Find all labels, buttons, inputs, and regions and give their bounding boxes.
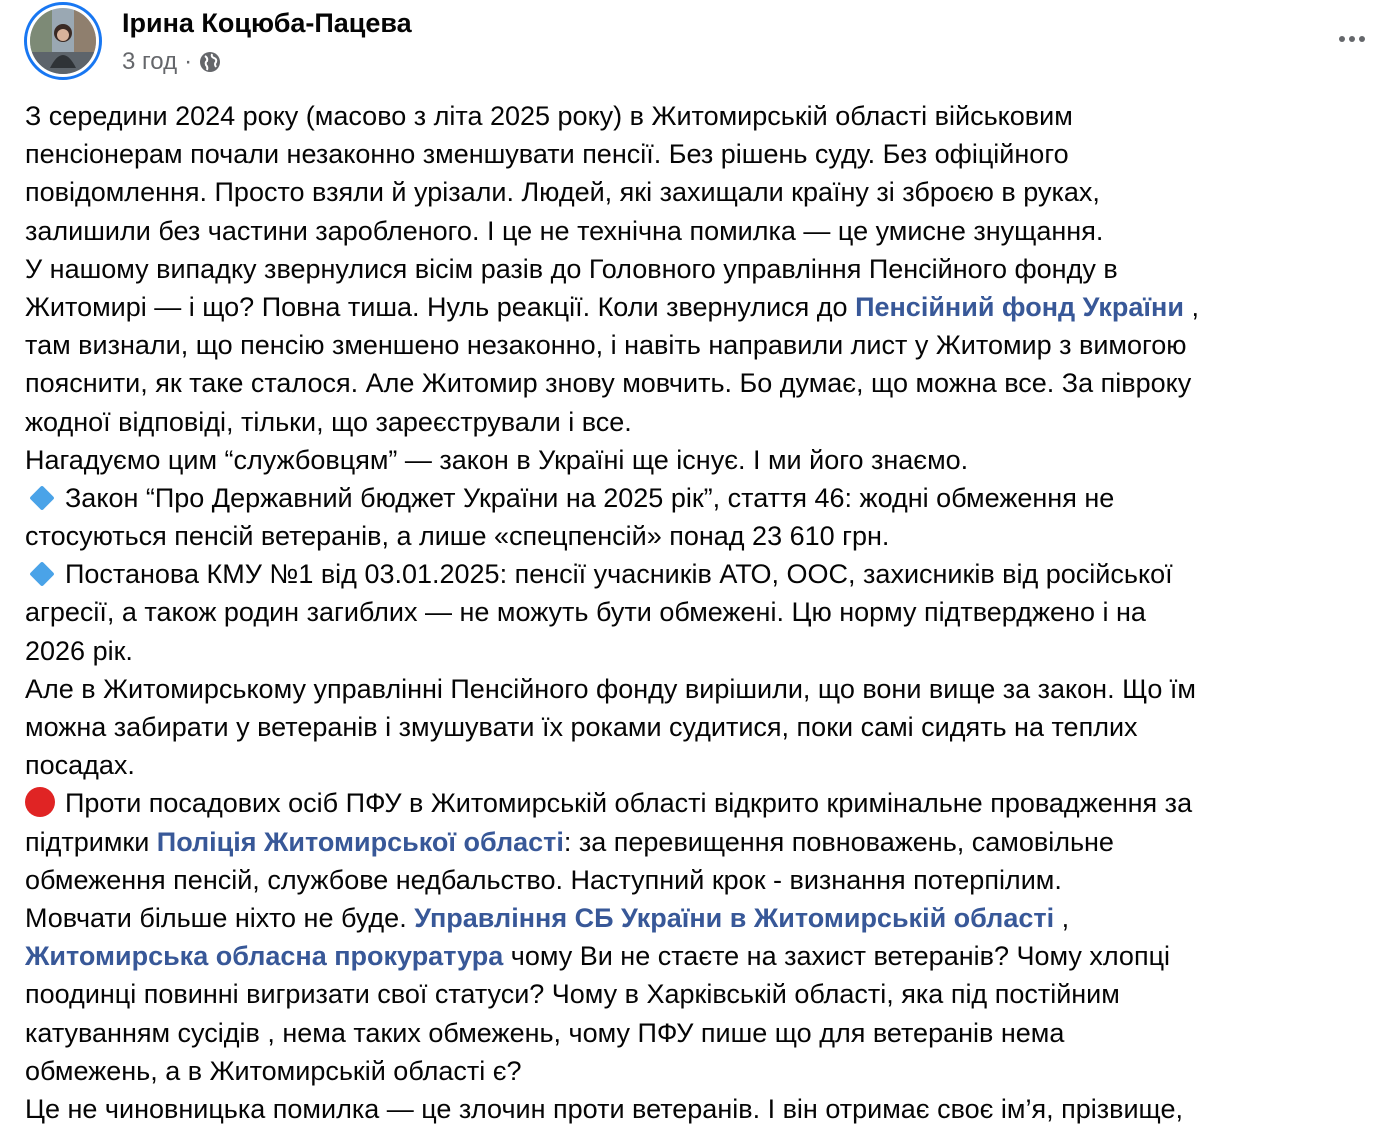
- post-line: можна забирати у ветеранів і змушувати їх роками судитися, поки самі сидять на теплих: [25, 712, 1138, 742]
- more-horizontal-icon: [1349, 36, 1355, 42]
- meta-separator: ·: [184, 48, 193, 75]
- blue-diamond-icon: [29, 485, 54, 510]
- post-line: [25, 555, 1375, 593]
- post-line: Але в Житомирському управлінні Пенсійного фонду вирішили, що вони вище за закон. Що їм: [25, 673, 1196, 704]
- post-text-span: Постанова КМУ №1 від 03.01.2025: пенсії учасників АТО, ООС, захисників від російської: [65, 559, 1173, 590]
- more-horizontal-icon: [1339, 36, 1345, 42]
- post-line: посадах.: [25, 750, 135, 781]
- globe-icon[interactable]: [199, 51, 221, 73]
- post-text-span: : за перевищення повноважень, самовільне: [563, 826, 1114, 857]
- post-line: обмежень, а в Житомирській області є?: [25, 1055, 522, 1086]
- post-timestamp[interactable]: 3 год: [122, 48, 178, 75]
- mention-pension-fund-ukraine[interactable]: Пенсійний фонд України: [855, 291, 1184, 322]
- post-meta: [122, 48, 221, 76]
- post-line: там визнали, що пенсію зменшено незаконно, і навіть направили лист у Житомир з вимогою: [25, 330, 1187, 361]
- red-circle-icon: [25, 787, 55, 817]
- post-text: [25, 97, 1375, 1128]
- author-avatar[interactable]: [24, 2, 102, 80]
- post-text-span: ,: [1183, 291, 1199, 322]
- post-text-span: підтримки: [25, 826, 157, 857]
- post-text-span: Мовчати більше ніхто не буде.: [25, 902, 415, 933]
- post-line: агресії, а також родин загиблих — не можуть бути обмежені. Цю норму підтверджено і на: [25, 597, 1146, 628]
- more-horizontal-icon: [1359, 36, 1365, 42]
- post-line: [25, 288, 1375, 326]
- post-text-span: Закон “Про Державний бюджет України на 2025 рік”, стаття 46: жодні обмеження не: [65, 482, 1115, 513]
- post-line: Це не чиновницька помилка — це злочин проти ветеранів. І він отримає своє ім’я, прізвище,: [25, 1093, 1183, 1124]
- post-text-span: Проти посадових осіб ПФУ в Житомирській області відкрито кримінальне провадження за: [65, 788, 1193, 819]
- post-line: повідомлення. Просто взяли й урізали. Людей, які захищали країну зі зброєю в руках,: [25, 177, 1100, 208]
- post-line: [25, 899, 1375, 937]
- post-line: пояснити, як таке сталося. Але Житомир знову мовчить. Бо думає, що можна все. За півроку: [25, 368, 1192, 399]
- post-line: [25, 823, 1375, 861]
- mention-sbu-zhytomyr[interactable]: Управління СБ України в Житомирській області: [414, 902, 1055, 933]
- post-line: 2026 рік.: [25, 635, 133, 666]
- avatar-photo: [30, 8, 96, 74]
- post-text-span: чому Ви не стаєте на захист ветеранів? Чому хлопці: [503, 941, 1171, 972]
- post-line: [25, 784, 1375, 822]
- post-line: пенсіонерам почали незаконно зменшувати пенсії. Без рішень суду. Без офіційного: [25, 139, 1069, 170]
- post-line: обмеження пенсій, службове недбальство. Наступний крок - визнання потерпілим.: [25, 864, 1062, 895]
- post-line: стосуються пенсій ветеранів, а лише «спецпенсій» понад 23 610 грн.: [25, 521, 890, 552]
- post-line: З середини 2024 року (масово з літа 2025 року) в Житомирській області військовим: [25, 101, 1073, 131]
- blue-diamond-icon: [29, 561, 54, 586]
- author-name[interactable]: Ірина Коцюба-Пацева: [122, 8, 412, 38]
- post-text-span: Житомирі — і що? Повна тиша. Нуль реакції. Коли звернулися до: [25, 291, 856, 322]
- post-line: [25, 937, 1375, 975]
- post-text-span: ,: [1054, 902, 1070, 933]
- post-line: жодної відповіді, тільки, що зареєстрували і все.: [25, 406, 632, 437]
- mention-zhytomyr-police[interactable]: Поліція Житомирської області: [156, 826, 564, 857]
- post-header: [24, 2, 1374, 82]
- post-line: [25, 479, 1375, 517]
- mention-zhytomyr-prosecutor[interactable]: Житомирська обласна прокуратура: [25, 941, 504, 972]
- post-line: катуванням сусідів , нема таких обмежень, чому ПФУ пише що для ветеранів нема: [25, 1017, 1065, 1048]
- more-options-button[interactable]: [1330, 24, 1374, 54]
- post-line: залишили без частини заробленого. І це не технічна помилка — це умисне знущання.: [25, 215, 1104, 246]
- post-line: У нашому випадку звернулися вісім разів до Головного управління Пенсійного фонду в: [25, 253, 1118, 284]
- post-line: поодинці повинні вигризати свої статуси? Чому в Харківській області, яка під постійним: [25, 979, 1120, 1010]
- post-line: Нагадуємо цим “службовцям” — закон в Україні ще існує. І ми його знаємо.: [25, 444, 969, 475]
